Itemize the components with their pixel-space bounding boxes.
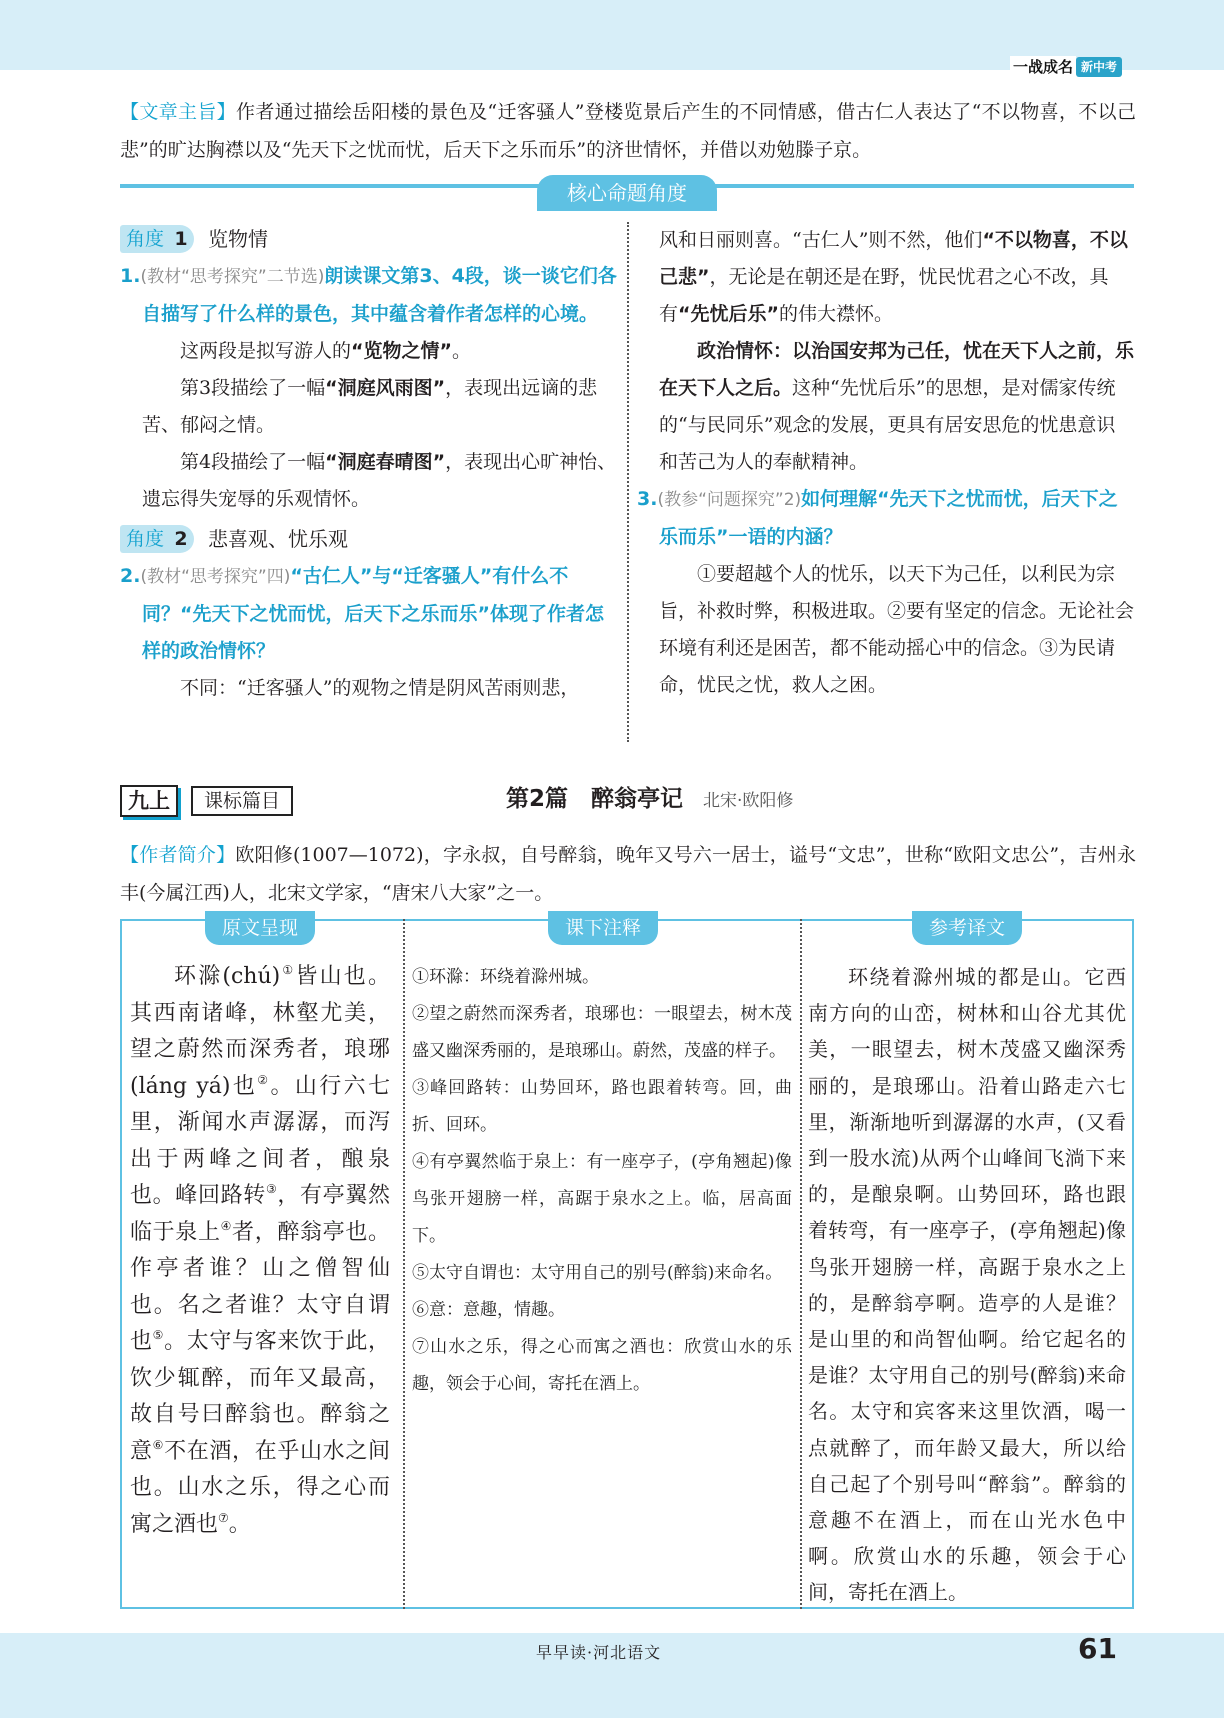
author-label: 【作者简介】: [120, 844, 236, 866]
question-2: 2.(教材“思考探究”四)“古仁人”与“迁客骚人”有什么不同？“先天下之忧而忧，后天下之乐而乐”体现了作者怎样的政治情怀？: [120, 565, 604, 662]
angle-2-heading: [120, 524, 618, 554]
note-item: ⑦山水之乐，得之心而寓之酒也：欣赏山水的乐趣，领会于心间，寄托在酒上。: [412, 1337, 792, 1394]
summary-label: 【文章主旨】: [120, 101, 237, 123]
answer-1-line-2: 第3段描绘了一幅“洞庭风雨图”，表现出远谪的悲苦、郁闷之情。: [142, 377, 598, 436]
answer-1-line-1: 这两段是拟写游人的“览物之情”。: [180, 340, 472, 362]
brand-logo: [1010, 56, 1122, 78]
note-item: ④有亭翼然临于泉上：有一座亭子，(亭角翘起)像鸟张开翅膀一样，高踞于泉水之上。临，居高面下。: [412, 1152, 792, 1246]
brand-name: 一战成名: [1010, 56, 1076, 78]
tab-translation: 参考译文: [912, 911, 1022, 945]
note-ref: ①: [280, 963, 296, 977]
left-column: [120, 222, 618, 707]
notes-list: [412, 959, 792, 1403]
angle-1-heading: [120, 224, 618, 254]
note-item: ⑥意：意趣，情趣。: [412, 1300, 565, 1320]
author-text: 欧阳修(1007—1072)，字永叔，自号醉翁，晚年又号六一居士，谥号“文忠”，世称“欧阳文忠公”，吉州永丰(今属江西)人，北宋文学家，“唐宋八大家”之一。: [120, 844, 1136, 904]
section-bar-title: 核心命题角度: [537, 175, 717, 211]
table-divider-1: [403, 919, 405, 1609]
brand-tag: 新中考: [1076, 57, 1122, 77]
angle-title: 览物情: [208, 226, 269, 251]
curriculum-tag: 课标篇目: [191, 786, 293, 816]
angle-number: 2: [168, 525, 194, 553]
question-1: 1.(教材“思考探究”二节选)朗读课文第3、4段，谈一谈它们各自描写了什么样的景色，其中蕴含着作者怎样的心境。: [120, 265, 617, 325]
question-3: 3.(教参“问题探究”2)如何理解“先天下之忧而忧，后天下之乐而乐”一语的内涵？: [637, 488, 1118, 548]
note-item: ⑤太守自谓也：太守用自己的别号(醉翁)来命名。: [412, 1263, 783, 1283]
author-intro: [120, 836, 1136, 912]
tab-original: 原文呈现: [205, 911, 315, 945]
note-ref: ⑥: [152, 1437, 165, 1452]
note-item: ③峰回路转：山势回环，路也跟着转弯。回，曲折、回环。: [412, 1078, 792, 1135]
angle-badge: 角度: [120, 225, 168, 253]
answer-1-line-3: 第4段描绘了一幅“洞庭春晴图”，表现出心旷神怡、遗忘得失宠辱的乐观情怀。: [142, 451, 617, 510]
answer-3: ①要超越个人的忧乐，以天下为己任，以利民为宗旨，补救时弊，积极进取。②要有坚定的信念。无论社会环境有利还是困苦，都不能动摇心中的信念。③为民请命，忧民之忧，救人之困。: [659, 563, 1135, 696]
note-ref: ②: [257, 1072, 271, 1087]
answer-2-politics: 政治情怀：以治国安邦为己任，忧在天下人之前，乐在天下人之后。这种“先忧后乐”的思想，是对儒家传统的“与民同乐”观念的发展，更具有居安思危的忧患意识和苦己为人的奉献精神。: [659, 340, 1135, 473]
column-divider: [627, 222, 629, 742]
translation-text: 环绕着滁州城的都是山。它西南方向的山峦，树林和山谷尤其优美，一眼望去，树木茂盛又幽深秀丽的，是琅琊山。沿着山路走六七里，渐渐地听到潺潺的水声，(又看到一股水流)从两个山峰间飞淌下来的，是酿泉啊。山势回环，路也跟着转弯，有一座亭子，(亭角翘起)像鸟张开翅膀一样，高踞于泉水之上的，是醉翁亭啊。造亭的人是谁？是山里的和尚智仙啊。给它起名的是谁？太守用自己的别号(醉翁)来命名。太守和宾客来这里饮酒，喝一点就醉了，而年龄又最大，所以给自己起了个别号叫“醉翁”。醉翁的意趣不在酒上，而在山光水色中啊。欣赏山水的乐趣，领会于心间，寄托在酒上。: [808, 965, 1126, 1605]
answer-2-start: 不同：“迁客骚人”的观物之情是阴风苦雨则悲，: [180, 677, 580, 699]
summary-text: 作者通过描绘岳阳楼的景色及“迁客骚人”登楼览景后产生的不同情感，借古仁人表达了“不以物喜，不以己悲”的旷达胸襟以及“先天下之忧而忧，后天下之乐而乐”的济世情怀，并借以劝勉滕子京。: [120, 101, 1136, 161]
angle-title: 悲喜观、忧乐观: [208, 526, 349, 551]
original-text: 环滁(chú)①皆山也。其西南诸峰，林壑尤美，望之蔚然而深秀者，琅琊(láng yá)也②。山行六七里，渐闻水声潺潺，而泻出于两峰之间者，酿泉也。峰回路转③，有亭翼然临于泉上④者，醉翁亭也。作亭者谁？山之僧智仙也。名之者谁？太守自谓也⑤。太守与客来饮于此，饮少辄醉，而年又最高，故自号曰醉翁也。醉翁之意⑥不在酒，在乎山水之间也。山水之乐，得之心而寓之酒也⑦。: [130, 963, 390, 1537]
angle-badge: 角度: [120, 525, 168, 553]
note-ref: ⑦: [218, 1510, 229, 1525]
grade-badge: 九上: [120, 785, 178, 817]
note-ref: ③: [265, 1182, 278, 1196]
page-number: 61: [1078, 1632, 1117, 1665]
note-ref: ④: [220, 1218, 233, 1233]
tab-notes: 课下注释: [548, 911, 658, 945]
article-summary: [120, 93, 1136, 169]
right-column: [637, 222, 1134, 704]
angle-number: 1: [168, 225, 194, 253]
chapter-title: 第2篇 醉翁亭记 北宋·欧阳修: [506, 786, 794, 812]
chapter-author: 北宋·欧阳修: [703, 791, 794, 811]
note-item: ①环滁：环绕着滁州城。: [412, 967, 599, 987]
note-item: ②望之蔚然而深秀者，琅琊也：一眼望去，树木茂盛又幽深秀丽的，是琅琊山。蔚然，茂盛的样子。: [412, 1004, 792, 1061]
footer-title: 早早读·河北语文: [536, 1643, 662, 1662]
note-ref: ⑤: [152, 1328, 165, 1342]
answer-2-continued: 风和日丽则喜。“古仁人”则不然，他们“不以物喜，不以己悲”，无论是在朝还是在野，忧民忧君之心不改，具有“先忧后乐”的伟大襟怀。: [659, 229, 1128, 325]
table-divider-2: [800, 919, 802, 1609]
